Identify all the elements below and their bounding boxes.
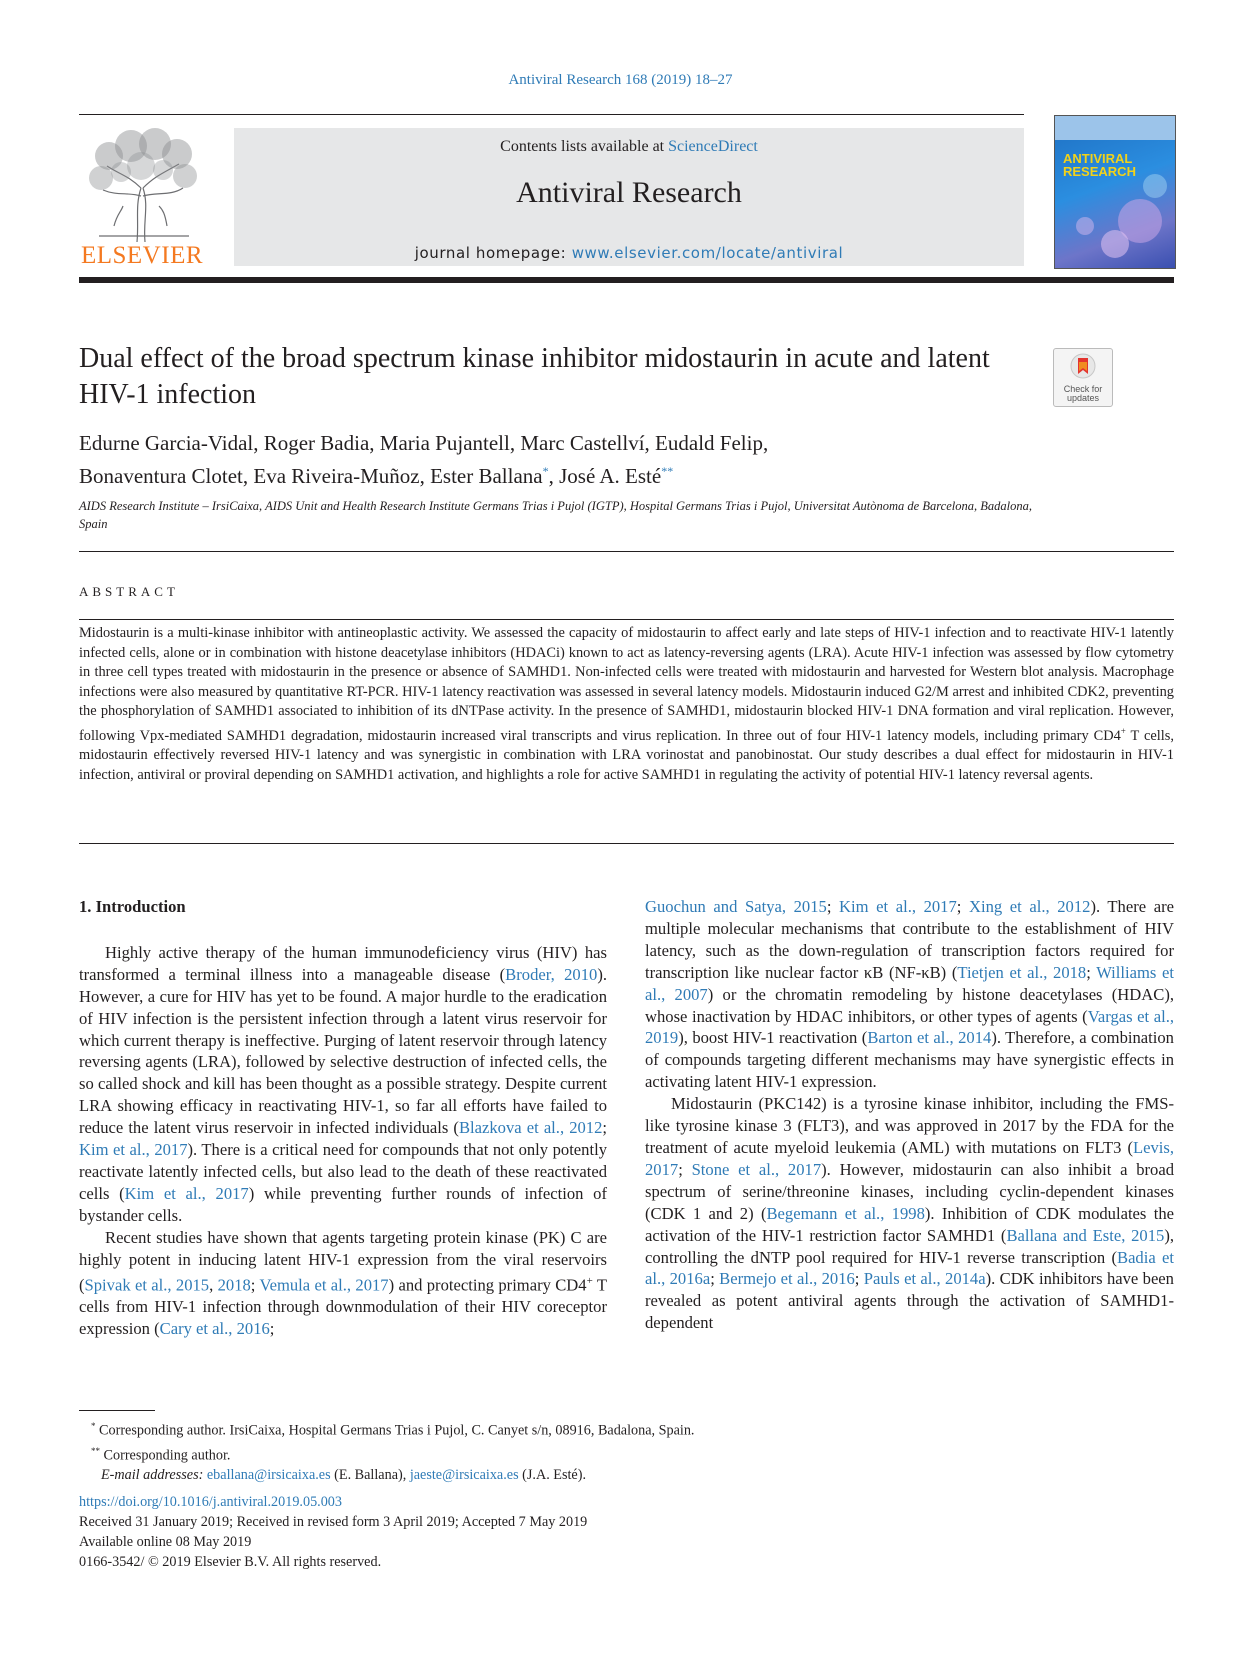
- affiliation: AIDS Research Institute – IrsiCaixa, AIDS Unit and Health Research Institute Germans Trias i Pujol (IGTP), Hospital Germans Trias i Pujol, Universitat Autònoma de Barcelona, Badalona, Spain: [79, 499, 1032, 531]
- corresponding-mark-2[interactable]: **: [661, 464, 674, 478]
- footnote-2-text: Corresponding author.: [100, 1447, 231, 1464]
- publisher-wordmark[interactable]: ELSEVIER: [80, 242, 204, 269]
- abstract-text-b: T cells, midostaurin effectively reversed HIV-1 latency and was synergistic in combination with LRA vorinostat and panobinostat. Our study describes a dual effect for midostaurin in HIV-1 infection, antiviral or proviral depending on SAMHD1 activation, and highlights a role for active SAMHD1 in regulating the activity of potential HIV-1 latency reversal agents.: [79, 727, 1175, 783]
- citation-link[interactable]: Kim et al., 2017: [79, 1140, 188, 1160]
- citation-link[interactable]: Begemann et al., 1998: [766, 1203, 925, 1223]
- text-run: Highly active therapy of the human immunodeficiency virus (HIV) has transformed a terminal illness into a manageable disease (: [79, 942, 607, 984]
- abstract-text-a: Midostaurin is a multi-kinase inhibitor with antineoplastic activity. We assessed the capacity of midostaurin to affect early and late steps of HIV-1 infection and to reactivate HIV-1 latently infected cells, alone or in combination with histone deacetylase inhibitors (HDACi) known to act as latency-reversing agents (LRA). Acute HIV-1 infection was assessed by flow cytometry in three cell types treated with midostaurin in the presence or absence of SAMHD1. Non-infected cells were treated with midostaurin and harvested for Western blot analysis. Macrophage infections were also measured by quantitative RT-PCR. HIV-1 latency reactivation was assessed in several latency models. Midostaurin induced G2/M arrest and inhibited CDK2, preventing the phosphorylation of SAMHD1 associated to inhibition of its dNTPase activity. In the presence of SAMHD1, midostaurin blocked HIV-1 DNA formation and viral replication. However, following Vpx-mediated SAMHD1 degradation, midostaurin increased viral transcripts and virus replication. In three out of four HIV-1 latency models, including primary CD4: [79, 625, 1174, 744]
- citation-link[interactable]: Kim et al., 2017: [124, 1183, 249, 1203]
- text-run: ,: [209, 1275, 218, 1295]
- citation-link[interactable]: Barton et al., 2014: [867, 1028, 992, 1048]
- text-run: ;: [250, 1275, 260, 1295]
- abstract-heading: ABSTRACT: [79, 584, 179, 599]
- text-run: ;: [602, 1118, 608, 1138]
- text-run: ) and protecting primary CD4: [388, 1275, 587, 1295]
- header-thick-rule: [79, 277, 1174, 283]
- article-title: Dual effect of the broad spectrum kinase inhibitor midostaurin in acute and latent HIV-1 infection: [79, 343, 990, 410]
- journal-homepage-link[interactable]: www.elsevier.com/locate/antiviral: [571, 244, 844, 262]
- available-online: Available online 08 May 2019: [79, 1534, 252, 1550]
- text-run: T cells from HIV-1 infection through downmodulation of their HIV coreceptor expression (: [79, 1275, 607, 1338]
- text-run: ;: [710, 1269, 720, 1289]
- text-run: ), controlling the dNTP pool required for HIV-1 reverse transcription (: [645, 1225, 1174, 1267]
- citation-link[interactable]: Stone et al., 2017: [691, 1159, 822, 1179]
- citation-link[interactable]: Bermejo et al., 2016: [719, 1269, 855, 1289]
- authors-line-2b: , José A. Esté: [548, 464, 662, 488]
- citation-link[interactable]: Tietjen et al., 2018: [957, 962, 1087, 982]
- email-addresses: [79, 1465, 1079, 1485]
- journal-citation[interactable]: Antiviral Research 168 (2019) 18–27: [508, 72, 733, 88]
- divider: [79, 551, 1174, 552]
- citation-link[interactable]: 2018: [217, 1275, 251, 1295]
- intro-paragraph-2-continued: [645, 896, 1174, 1093]
- authors-line-2a: Bonaventura Clotet, Eva Riveira-Muñoz, Ester Ballana: [79, 464, 543, 488]
- copyright: 0166-3542/ © 2019 Elsevier B.V. All rights reserved.: [79, 1554, 382, 1570]
- citation-link[interactable]: Broder, 2010: [505, 964, 598, 984]
- citation-link[interactable]: Ballana and Este, 2015: [1006, 1225, 1165, 1245]
- corresponding-mark-1[interactable]: *: [542, 464, 549, 478]
- section-heading-introduction: 1. Introduction: [79, 897, 186, 916]
- journal-cover-thumbnail[interactable]: [1054, 115, 1176, 269]
- citation-link[interactable]: Pauls et al., 2014a: [863, 1269, 986, 1289]
- text-run: ;: [678, 1159, 692, 1179]
- bookmark-icon: [1069, 353, 1097, 383]
- homepage-prefix: journal homepage:: [414, 244, 572, 262]
- cd4-superscript: +: [1120, 725, 1126, 736]
- cover-title: ANTIVIRAL RESEARCH: [1063, 151, 1136, 179]
- text-run: ) or the chromatin remodeling by histone deacetylases (HDAC), whose inactivation by HDAC inhibitors, or other types of agents (: [645, 984, 1174, 1026]
- text-run: ). Inhibition of CDK modulates the activation of the HIV-1 restriction factor SAMHD1 (: [645, 1203, 1174, 1245]
- text-run: ). Therefore, a combination of compounds targeting different mechanisms may have synergistic effects in activating latent HIV-1 expression.: [645, 1028, 1174, 1092]
- text-run: Recent studies have shown that agents targeting protein kinase (PK) C are highly potent in inducing latent HIV-1 expression from the viral reservoirs (: [79, 1227, 607, 1295]
- intro-paragraph-3: [645, 1093, 1174, 1334]
- publication-info: [79, 1492, 1079, 1572]
- email-link-ballana[interactable]: eballana@irsicaixa.es: [206, 1467, 331, 1484]
- text-run: ;: [1086, 962, 1097, 982]
- email-1-name: (E. Ballana),: [330, 1467, 410, 1484]
- intro-paragraph-1: [79, 942, 607, 1227]
- sciencedirect-link[interactable]: ScienceDirect: [668, 138, 758, 155]
- citation-link[interactable]: Levis, 2017: [645, 1137, 1174, 1179]
- abstract-rule: [79, 619, 1174, 620]
- text-run: ;: [956, 897, 969, 916]
- homepage-line: [234, 244, 1024, 262]
- citation-link[interactable]: Xing et al., 2012: [969, 897, 1091, 916]
- authors-line-1: Edurne Garcia-Vidal, Roger Badia, Maria Pujantell, Marc Castellví, Eudald Felip,: [79, 431, 769, 455]
- text-run: ;: [854, 1269, 864, 1289]
- footnote-1-mark: *: [91, 1421, 96, 1431]
- contents-line: [234, 138, 1024, 156]
- text-run: ;: [269, 1318, 275, 1338]
- email-label: E-mail addresses:: [101, 1467, 207, 1484]
- check-for-updates-button[interactable]: [1053, 348, 1113, 407]
- doi-link[interactable]: https://doi.org/10.1016/j.antiviral.2019.05.003: [79, 1494, 342, 1510]
- abstract-bottom-rule: [79, 843, 1174, 844]
- body-column-right: [645, 896, 1174, 1334]
- citation-link[interactable]: Vargas et al., 2019: [645, 1006, 1174, 1048]
- journal-masthead: [234, 128, 1024, 266]
- footnote-1-text: Corresponding author. IrsiCaixa, Hospital Germans Trias i Pujol, C. Canyet s/n, 08916, Badalona, Spain.: [95, 1422, 695, 1439]
- email-2-name: (J.A. Esté).: [518, 1467, 586, 1484]
- citation-link[interactable]: Cary et al., 2016: [159, 1318, 270, 1338]
- text-run: ). However, a cure for HIV has yet to be found. A major hurdle to the eradication of HIV infection is the persistent infection through a latent virus reservoir for which current therapy is ineffective. Purging of latent reservoir through latency reversing agents (LRA), followed by selective destruction of infected cells, the so called shock and kill has been thought as a possible strategy. Despite current LRA showing efficacy in reactivating HIV-1, so far all efforts have failed to reduce the latent virus reservoir in infected individuals (: [79, 964, 607, 1138]
- citation-link[interactable]: Badia et al., 2016a: [645, 1247, 1174, 1289]
- body-column-left: [79, 896, 607, 1340]
- footnote-2-mark: **: [91, 1445, 100, 1456]
- abstract-text: [79, 624, 1174, 786]
- text-run: Midostaurin (PKC142) is a tyrosine kinase inhibitor, including the FMS-like tyrosine kinase 3 (FLT3), and was approved in 2017 by the FDA for the treatment of acute myeloid leukemia (AML) with mutations on FLT3 (: [645, 1094, 1174, 1157]
- footnote-1: [79, 1416, 1079, 1441]
- text-run: ) while preventing further rounds of infection of bystander cells.: [79, 1183, 607, 1225]
- check-for-updates-label: Check for updates: [1063, 384, 1103, 403]
- author-list: [79, 429, 1039, 490]
- intro-paragraph-2: [79, 1227, 607, 1340]
- citation-link[interactable]: Williams et al., 2007: [645, 962, 1174, 1004]
- text-run: ). However, midostaurin can also inhibit a broad spectrum of serine/threonine kinases, including cyclin-dependent kinases (CDK 1 and 2) (: [645, 1159, 1174, 1223]
- citation-link[interactable]: Blazkova et al., 2012: [458, 1118, 603, 1138]
- contents-prefix: Contents lists available at: [500, 138, 669, 155]
- received-dates: Received 31 January 2019; Received in revised form 3 April 2019; Accepted 7 May 2019: [79, 1514, 588, 1530]
- authors-line-2: [79, 457, 1039, 490]
- citation-link[interactable]: Guochun and Satya, 2015: [645, 897, 827, 916]
- footnote-rule: [79, 1410, 155, 1411]
- footnotes: [79, 1416, 1079, 1485]
- text-run: ). There is a critical need for compounds that not only potently reactivate latently infected cells, but also lead to the death of these reactivated cells (: [79, 1140, 607, 1203]
- text-run: ), boost HIV-1 reactivation (: [678, 1028, 868, 1048]
- email-link-este[interactable]: jaeste@irsicaixa.es: [409, 1467, 519, 1484]
- superscript: +: [586, 1274, 593, 1287]
- text-run: ). There are multiple molecular mechanisms that contribute to the establishment of HIV latency, such as the down-regulation of transcription factors required for transcription like nuclear factor κB (NF-κB) (: [645, 897, 1174, 982]
- text-run: ). CDK inhibitors have been revealed as potent antiviral agents through the activation of SAMHD1-dependent: [645, 1269, 1174, 1333]
- footnote-2: [79, 1441, 1079, 1466]
- citation-link[interactable]: Vemula et al., 2017: [259, 1275, 389, 1295]
- text-run: ;: [826, 897, 840, 916]
- header-rule: [79, 114, 1024, 115]
- citation-link[interactable]: Spivak et al., 2015: [84, 1275, 210, 1295]
- citation-link[interactable]: Kim et al., 2017: [839, 897, 957, 916]
- journal-title: Antiviral Research: [516, 176, 742, 209]
